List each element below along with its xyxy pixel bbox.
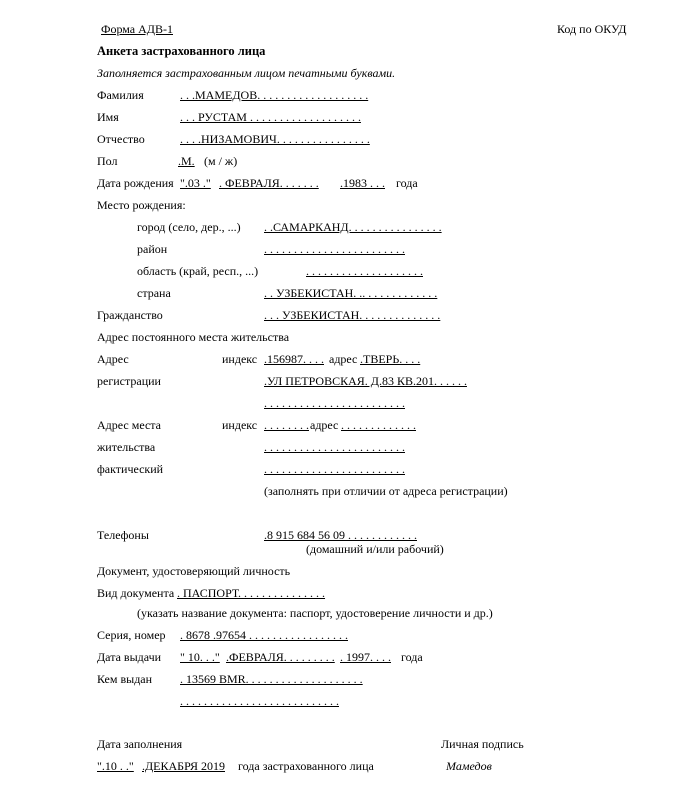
fact-index-value[interactable]: . . . . . . . .: [264, 418, 309, 432]
document-section-label: Документ, удостоверяющий личность: [97, 564, 291, 578]
birth-month-value[interactable]: . ФЕВРАЛЯ. . . . . . .: [219, 176, 319, 190]
document-series-value[interactable]: . 8678 .97654 . . . . . . . . . . . . . . . . .: [180, 628, 348, 642]
surname-label: Фамилия: [97, 88, 144, 102]
birth-year-suffix: года: [396, 176, 418, 190]
document-issuer-label: Кем выдан: [97, 672, 153, 686]
document-issue-year-value[interactable]: . 1997. . . .: [340, 650, 391, 664]
document-kind-label: Вид документа: [97, 586, 175, 600]
birth-region-label: область (край, респ., ...): [137, 264, 259, 278]
form-name: Форма АДВ-1: [101, 22, 173, 36]
reg-city-value[interactable]: .ТВЕРЬ. . . .: [360, 352, 421, 366]
reg-index-value[interactable]: .156987. . . .: [264, 352, 324, 366]
document-series-label: Серия, номер: [97, 628, 166, 642]
signature-value[interactable]: Мамедов: [446, 759, 492, 773]
fact-address-label: адрес: [310, 418, 339, 432]
birth-region-value[interactable]: . . . . . . . . . . . . . . . . . . . .: [306, 264, 423, 278]
form-title: Анкета застрахованного лица: [97, 44, 266, 58]
fill-month-value[interactable]: .ДЕКАБРЯ 2019: [142, 759, 225, 773]
birth-day-value[interactable]: ".03 .": [180, 176, 211, 190]
patronymic-label: Отчество: [97, 132, 145, 146]
reg-index-label: индекс: [222, 352, 258, 366]
document-issuer-value[interactable]: . 13569 BMR. . . . . . . . . . . . . . . . . . . .: [180, 672, 363, 686]
document-kind-value[interactable]: . ПАСПОРТ. . . . . . . . . . . . . . .: [177, 586, 326, 600]
birth-country-value[interactable]: . . УЗБЕКИСТАН. .. . . . . . . . . . . . .: [264, 286, 438, 300]
fact-address-label-2: жительства: [97, 440, 156, 454]
birth-place-label: Место рождения:: [97, 198, 186, 212]
fact-address-label-3: фактический: [97, 462, 164, 476]
citizenship-label: Гражданство: [97, 308, 163, 322]
fact-index-label: индекс: [222, 418, 258, 432]
document-issue-day-value[interactable]: " 10. . .": [180, 650, 220, 664]
fact-line2-value[interactable]: . . . . . . . . . . . . . . . . . . . . . . . .: [264, 440, 405, 454]
phones-hint: (домашний и/или рабочий): [306, 542, 444, 556]
name-value[interactable]: . . . РУСТАМ . . . . . . . . . . . . . . . . . . .: [180, 110, 361, 124]
birth-year-value[interactable]: .1983 . . .: [340, 176, 385, 190]
phones-label: Телефоны: [97, 528, 149, 542]
sex-label: Пол: [97, 154, 118, 168]
reg-address-label: адрес: [329, 352, 358, 366]
sex-value[interactable]: .М.: [178, 154, 195, 168]
reg-address-label-2: регистрации: [97, 374, 161, 388]
fact-line3-value[interactable]: . . . . . . . . . . . . . . . . . . . . . . . .: [264, 462, 405, 476]
fact-address-value[interactable]: . . . . . . . . . . . . .: [341, 418, 416, 432]
document-issue-year-suffix: года: [401, 650, 423, 664]
form-subtitle: Заполняется застрахованным лицом печатными буквами.: [97, 66, 396, 80]
fill-date-label: Дата заполнения: [97, 737, 183, 751]
birth-city-label: город (село, дер., ...): [137, 220, 241, 234]
okud-code-label: Код по ОКУД: [557, 22, 627, 36]
citizenship-value[interactable]: . . . УЗБЕКИСТАН. . . . . . . . . . . . . .: [264, 308, 441, 322]
reg-address-label-1: Адрес: [97, 352, 129, 366]
patronymic-value[interactable]: . . . .НИЗАМОВИЧ. . . . . . . . . . . . . . . .: [180, 132, 370, 146]
phones-value[interactable]: .8 915 684 56 09 . . . . . . . . . . . .: [264, 528, 417, 542]
document-issuer-line2-value[interactable]: . . . . . . . . . . . . . . . . . . . . . . . . . . .: [180, 694, 339, 708]
surname-value[interactable]: . . .МАМЕДОВ. . . . . . . . . . . . . . . . . . .: [180, 88, 369, 102]
birth-district-value[interactable]: . . . . . . . . . . . . . . . . . . . . . . . .: [264, 242, 405, 256]
birth-district-label: район: [137, 242, 168, 256]
fact-address-label-1: Адрес места: [97, 418, 161, 432]
reg-street-value[interactable]: .УЛ ПЕТРОВСКАЯ. Д.83 КВ.201. . . . . .: [264, 374, 467, 388]
reg-line3-value[interactable]: . . . . . . . . . . . . . . . . . . . . . . . .: [264, 396, 405, 410]
birth-date-label: Дата рождения: [97, 176, 174, 190]
address-section-label: Адрес постоянного места жительства: [97, 330, 290, 344]
document-kind-hint: (указать название документа: паспорт, удостоверение личности и др.): [137, 606, 493, 620]
signature-label: Личная подпись: [441, 737, 524, 751]
name-label: Имя: [97, 110, 119, 124]
document-issue-label: Дата выдачи: [97, 650, 162, 664]
fact-address-hint: (заполнять при отличии от адреса регистрации): [264, 484, 508, 498]
fill-suffix: года застрахованного лица: [238, 759, 374, 773]
document-issue-month-value[interactable]: .ФЕВРАЛЯ. . . . . . . . .: [226, 650, 335, 664]
sex-hint: (м / ж): [204, 154, 238, 168]
fill-day-value[interactable]: ".10 . .": [97, 759, 134, 773]
birth-city-value[interactable]: . .САМАРКАНД. . . . . . . . . . . . . . . .: [264, 220, 442, 234]
birth-country-label: страна: [137, 286, 171, 300]
